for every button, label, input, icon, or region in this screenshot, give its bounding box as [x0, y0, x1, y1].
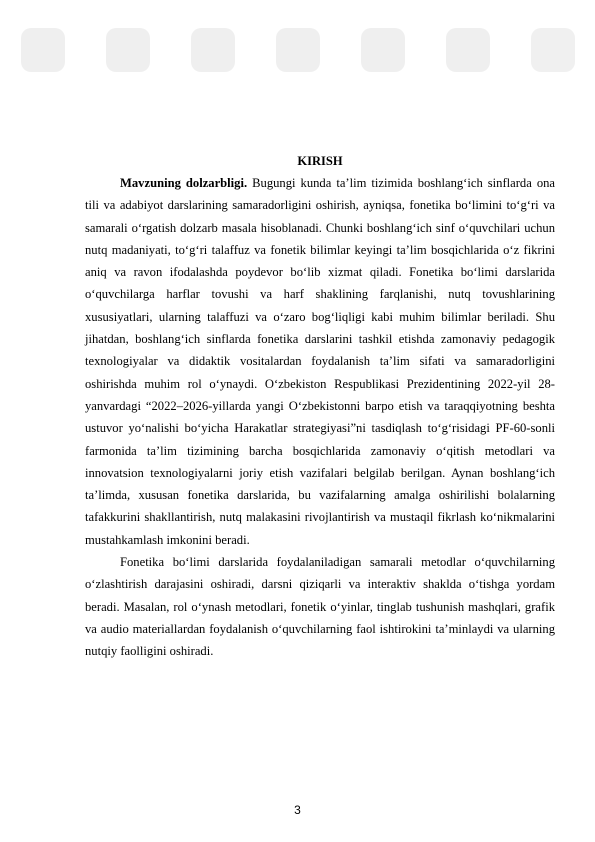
paragraph-methods	[85, 551, 555, 662]
paragraph-lead: Mavzuning dolzarbligi.	[120, 176, 248, 190]
watermark-mark	[276, 28, 320, 72]
watermark-mark	[191, 28, 235, 72]
watermark-mark	[106, 28, 150, 72]
watermark-mark	[21, 28, 65, 72]
section-heading: KIRISH	[297, 154, 343, 168]
document-page	[85, 153, 555, 663]
watermark-mark	[531, 28, 575, 72]
paragraph-relevance	[85, 172, 555, 551]
watermark-mark	[361, 28, 405, 72]
watermark-mark	[446, 28, 490, 72]
paragraph-body: Fonetika bo‘limi darslarida foydalaniladigan samarali metodlar o‘quvchilarning o‘zlashtirish darajasini oshiradi, darsni qiziqarli va interaktiv shaklda o‘tishga yordam beradi. Masalan, rol o‘ynash metodlari, fonetik o‘yinlar, tinglab tushunish mashqlari, grafik va audio materiallardan foydalanish o‘quvchilarning faol ishtirokini ta’minlaydi va ularning nutqiy faolligini oshiradi.	[85, 555, 555, 659]
watermark-background	[0, 0, 595, 100]
page-number: 3	[294, 803, 301, 817]
paragraph-body: Bugungi kunda ta’lim tizimida boshlang‘ich sinflarda ona tili va adabiyot darslarining samaradorligini oshirish, ayniqsa, fonetika bo‘limini to‘g‘ri va samarali o‘rgatish dolzarb masala hisoblanadi. Chunki boshlang‘ich sinf o‘quvchilari uchun nutq madaniyati, to‘g‘ri talaffuz va fonetik bilimlar keyingi ta’lim bosqichlarida o‘z fikrini aniq va ravon ifodalashda poydevor bo‘lib xizmat qiladi. Fonetika bo‘limi darslarida o‘quvchilarga harflar tovushi va harf shaklining farqlanishi, nutq tovushlarining xususiyatlari, ularning talaffuzi va o‘zaro bog‘liqligi kabi muhim bilimlar beriladi. Shu jihatdan, boshlang‘ich sinflarda fonetika darslarini tashkil etishda zamonaviy pedagogik texnologiyalar va didaktik vositalardan foydalanish ta’lim sifati va samaradorligini oshirishda muhim rol o‘ynaydi. O‘zbekiston Respublikasi Prezidentining 2022-yil 28-yanvardagi “2022–2026-yillarda yangi O‘zbekistonni barpo etish va taraqqiyotning beshta ustuvor yo‘nalishi bo‘yicha Harakatlar strategiyasi”ni tasdiqlash to‘g‘risidagi PF-60-sonli farmonida ta’lim tizimining barcha bosqichlarida zamonaviy o‘qitish metodlari va innovatsion texnologiyalarni joriy etish vazifalari belgilab berilgan. Aynan boshlang‘ich ta’limda, xususan fonetika darslarida, bu vazifalarning amalga oshirilishi bolalarning tafakkurini shakllantirish, nutq malakasini rivojlantirish va mustaqil fikrlash ko‘nikmalarini mustahkamlash imkonini beradi.	[85, 176, 556, 547]
